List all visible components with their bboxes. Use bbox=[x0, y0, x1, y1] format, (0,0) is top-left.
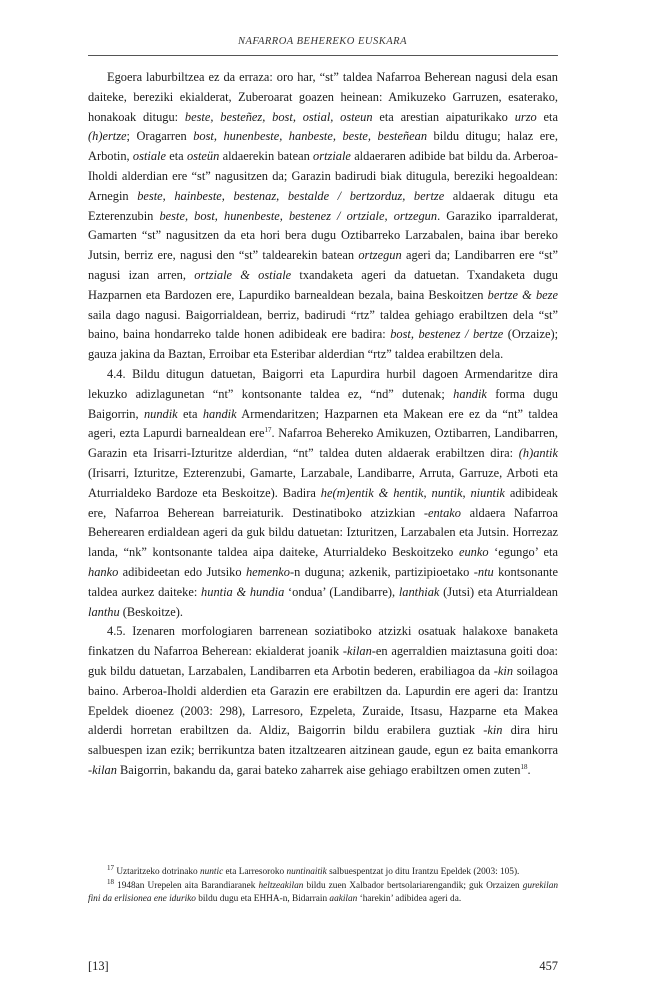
text-run: txandaketa ageri da datuetan. Txandaketa dugu Hazparnen eta Bardozen ere, Lapurdiko barnealdean bezala, baina Beskoitzen bbox=[88, 267, 559, 302]
italic-term: nuntinaitik bbox=[286, 867, 327, 877]
text-run: forma dugu Baigorrin, bbox=[88, 386, 558, 421]
italic-term: heltzeakilan bbox=[258, 881, 304, 891]
text-run: aldaerekin batean bbox=[219, 149, 314, 164]
italic-term: ortziale & ostiale bbox=[194, 267, 292, 282]
italic-term: huntia & hundia bbox=[201, 584, 285, 599]
text-run: (Beskoitze). bbox=[119, 604, 183, 619]
text-run: (Irisarri, Izturitze, Ezterenzubi, Gamarte, Larzabale, Landibarre, Arruta, Garruze, Arboti eta Aturrialdeko Bardoze eta Beskoitze). Badira bbox=[88, 465, 558, 500]
text-run: . bbox=[527, 762, 531, 777]
text-run: Armendaritzen; Hazparnen eta Makean ere ez da “nt” taldea ageri, ezta Lapurdi barnealdean ere bbox=[88, 406, 558, 441]
italic-term: beste, hainbeste, bestenaz, bestalde / bertzorduz, bertze bbox=[137, 188, 445, 203]
footnote-ref: 18 bbox=[107, 877, 114, 886]
italic-term: nuntic bbox=[199, 867, 224, 877]
text-run: adibideak ere, Nafarroa Beherean barreiaturik. Destinatiboko atzizkian bbox=[88, 485, 558, 520]
header-rule bbox=[88, 55, 558, 56]
footnotes bbox=[88, 863, 558, 907]
italic-term: he(m)entik & hentik, nuntik, niuntik bbox=[320, 485, 505, 500]
text-run: 1948an Urepelen aita Barandiaranek bbox=[114, 881, 259, 891]
paragraph-4-4 bbox=[88, 365, 558, 622]
italic-term: lanthiak bbox=[398, 584, 440, 599]
text-run: aldaera Nafarroa Beherearen erdialdean ageri da guk bildu datuetan: Izturitzen, Larzabalen eta Jutsin. Horrezaz landa, “nk” kontsonante taldea aipa daiteke, Aturrialdeko Beskoitzeko bbox=[88, 505, 558, 560]
italic-term: -kilan bbox=[342, 644, 372, 659]
italic-term: -kin bbox=[493, 663, 514, 678]
text-run: eta arestian aipaturikako bbox=[372, 109, 515, 124]
italic-term: beste, bost, hunenbeste, bestenez / ortziale, ortzegun bbox=[159, 208, 438, 223]
text-run: aldaeraren adibide bat bildu da. Arberoa-Iholdi alderdian ere “st” nagusitzen da; Garazin badirudi biak ditugula, bereziki hegoaldean: Arnegin bbox=[88, 149, 559, 203]
text-run: ‘egungo’ eta bbox=[488, 545, 558, 560]
text-run: soilagoa baino. Arberoa-Iholdi alderdien eta Garazin ere erabiltzen da. Lapurdin ere ageri da: Irantzu Epeldek dioenez (2003: 298), Larresoro, Ezpeleta, Zuraide, Itsasu, Hazparne eta Makea alderdi horretan erabiltzen da. Aldiz, Baigorrin bildu erabilera guztiak bbox=[88, 663, 558, 738]
footnote-18 bbox=[88, 877, 558, 906]
text-run: Egoera laburbiltzea ez da erraza: oro har, “st” taldea Nafarroa Beherean nagusi dela esan daiteke, bereziki ekialderat, Zuberoarat goazen heinean: Amikuzeko Garruzen, esaterako, honakoak ditugu: bbox=[88, 70, 558, 124]
page-number: 457 bbox=[539, 959, 558, 973]
italic-term: bertze & beze bbox=[487, 287, 558, 302]
italic-term: lanthu bbox=[88, 604, 120, 619]
italic-term: (h)antik bbox=[518, 446, 558, 461]
text-run: ; Oragarren bbox=[126, 129, 194, 144]
text-run: eta bbox=[177, 406, 203, 421]
italic-term: osteün bbox=[186, 149, 220, 164]
italic-term: aakilan bbox=[329, 894, 358, 904]
italic-term: -entako bbox=[423, 505, 461, 520]
italic-term: nundik bbox=[143, 406, 178, 421]
text-run: -en agerraldien maiztasuna goiti doa: guk bildu datuetan, Larzabalen, Landibarren eta Arbotin bederen, erabiliagoa da bbox=[88, 644, 558, 678]
text-run: 4.4. Bildu ditugun datuetan, Baigorri eta Lapurdira hurbil dagoen Armendaritze dira lekuzko adizlagunetan “nt” kontsonante taldea ez, “nd” dutenak; bbox=[88, 366, 558, 401]
text-run: (Jutsi) eta Aturrialdean bbox=[439, 584, 559, 599]
italic-term: ortziale bbox=[313, 149, 351, 164]
italic-term: -ntu bbox=[473, 564, 494, 579]
text-run: ‘ondua’ (Landibarre), bbox=[284, 584, 399, 599]
text-run: -n duguna; azkenik, partizipioetako bbox=[290, 564, 474, 579]
italic-term: -kilan bbox=[88, 762, 117, 777]
text-run: bildu dugu eta EHHA-n, Bidarrain bbox=[195, 894, 330, 904]
text-run: kontsonante taldea aurkez daiteke: bbox=[88, 564, 558, 599]
footnote-ref: 18 bbox=[520, 762, 528, 771]
footnote-ref: 17 bbox=[264, 426, 272, 435]
text-run: (Orzaize); gauza jakina da Baztan, Erroibar eta Esteribar alderdian “rtz” taldea erabiltzen dela. bbox=[88, 327, 559, 362]
paragraph-1 bbox=[88, 68, 558, 365]
italic-term: hanko bbox=[88, 564, 119, 579]
italic-term: handik bbox=[202, 406, 237, 421]
running-head: NAFARROA BEHEREKO EUSKARA bbox=[237, 36, 407, 47]
text-run: eta bbox=[165, 149, 187, 164]
text-run: ageri da; Landibarren ere “st” nagusi izan arren, bbox=[88, 248, 558, 282]
text-run: eta bbox=[536, 109, 558, 124]
body-text bbox=[88, 68, 558, 781]
italic-term: urzo bbox=[514, 109, 537, 124]
text-run: saila dago nagusi. Baigorrialdean, berriz, badirudi “rtz” taldea gehiago erabiltzen dela “st” baino, baina hondarreko talde honen adibideak ere badira: bbox=[88, 307, 558, 342]
text-run: Baigorrin, bakandu da, garai bateko zaharrek aise gehiago erabiltzen omen zuten bbox=[116, 762, 521, 777]
text-run: ‘harekin’ adibidea ageri da. bbox=[357, 894, 462, 904]
text-run: . Garaziko iparralderat, Gamarten “st” nagusitzen da eta hori bera dugu Oztibarreko Larzabalen, baina ibar bereko Jutsin, berriz ere, nagusi den “st” taldearekin batean bbox=[88, 208, 558, 263]
italic-term: bost, bestenez / bertze bbox=[390, 327, 504, 342]
text-run: eta Larresoroko bbox=[223, 867, 287, 877]
italic-term: ostiale bbox=[132, 149, 166, 164]
footnote-ref: 17 bbox=[107, 863, 114, 872]
text-run: bildu zuen Xalbador bertsolariarengandik; guk Orzaizen bbox=[303, 881, 523, 891]
paragraph-4-5 bbox=[88, 622, 558, 780]
text-run: 4.5. Izenaren morfologiaren barrenean soziatiboko atzizki osatuak halakoxe banaketa finkatzen du Nafarroa Beherean: ekialderat joanik bbox=[88, 624, 558, 659]
text-run: salbuespentzat jo ditu Irantzu Epeldek (2003: 105). bbox=[326, 867, 520, 877]
italic-term: beste, besteñez, bost, ostial, osteun bbox=[184, 109, 373, 124]
text-run: aldaerak ditugu eta Ezterenzubin bbox=[88, 188, 559, 223]
italic-term: bost, hunenbeste, hanbeste, beste, besteñean bbox=[193, 129, 428, 144]
text-run: dira hiru salbuespen izan ezik; berrikuntza baten itzaltzearen aitzinean gaude, egun ez baita emankorra bbox=[88, 723, 558, 758]
italic-term: eunko bbox=[458, 545, 489, 560]
italic-term: gurekilan fini da erlisionea ene iduriko bbox=[88, 881, 558, 904]
text-run: bildu ditugu; halaz ere, Arbotin, bbox=[88, 129, 558, 164]
text-run: Uztaritzeko dotrinako bbox=[114, 867, 200, 877]
italic-term: -kin bbox=[483, 723, 503, 738]
text-run: adibideetan edo Jutsiko bbox=[118, 564, 246, 579]
italic-term: (h)ertze bbox=[88, 129, 127, 144]
italic-term: ortzegun bbox=[358, 248, 402, 263]
italic-term: hemenko bbox=[245, 564, 290, 579]
italic-term: handik bbox=[453, 386, 487, 401]
section-number: [13] bbox=[88, 959, 109, 973]
footnote-17 bbox=[88, 863, 558, 879]
text-run: . Nafarroa Behereko Amikuzen, Oztibarren, Landibarren, Garazin eta Irisarri-Izturitze alderdian, “nt” taldea duten aldaerak erabiltzen dira: bbox=[88, 426, 558, 461]
